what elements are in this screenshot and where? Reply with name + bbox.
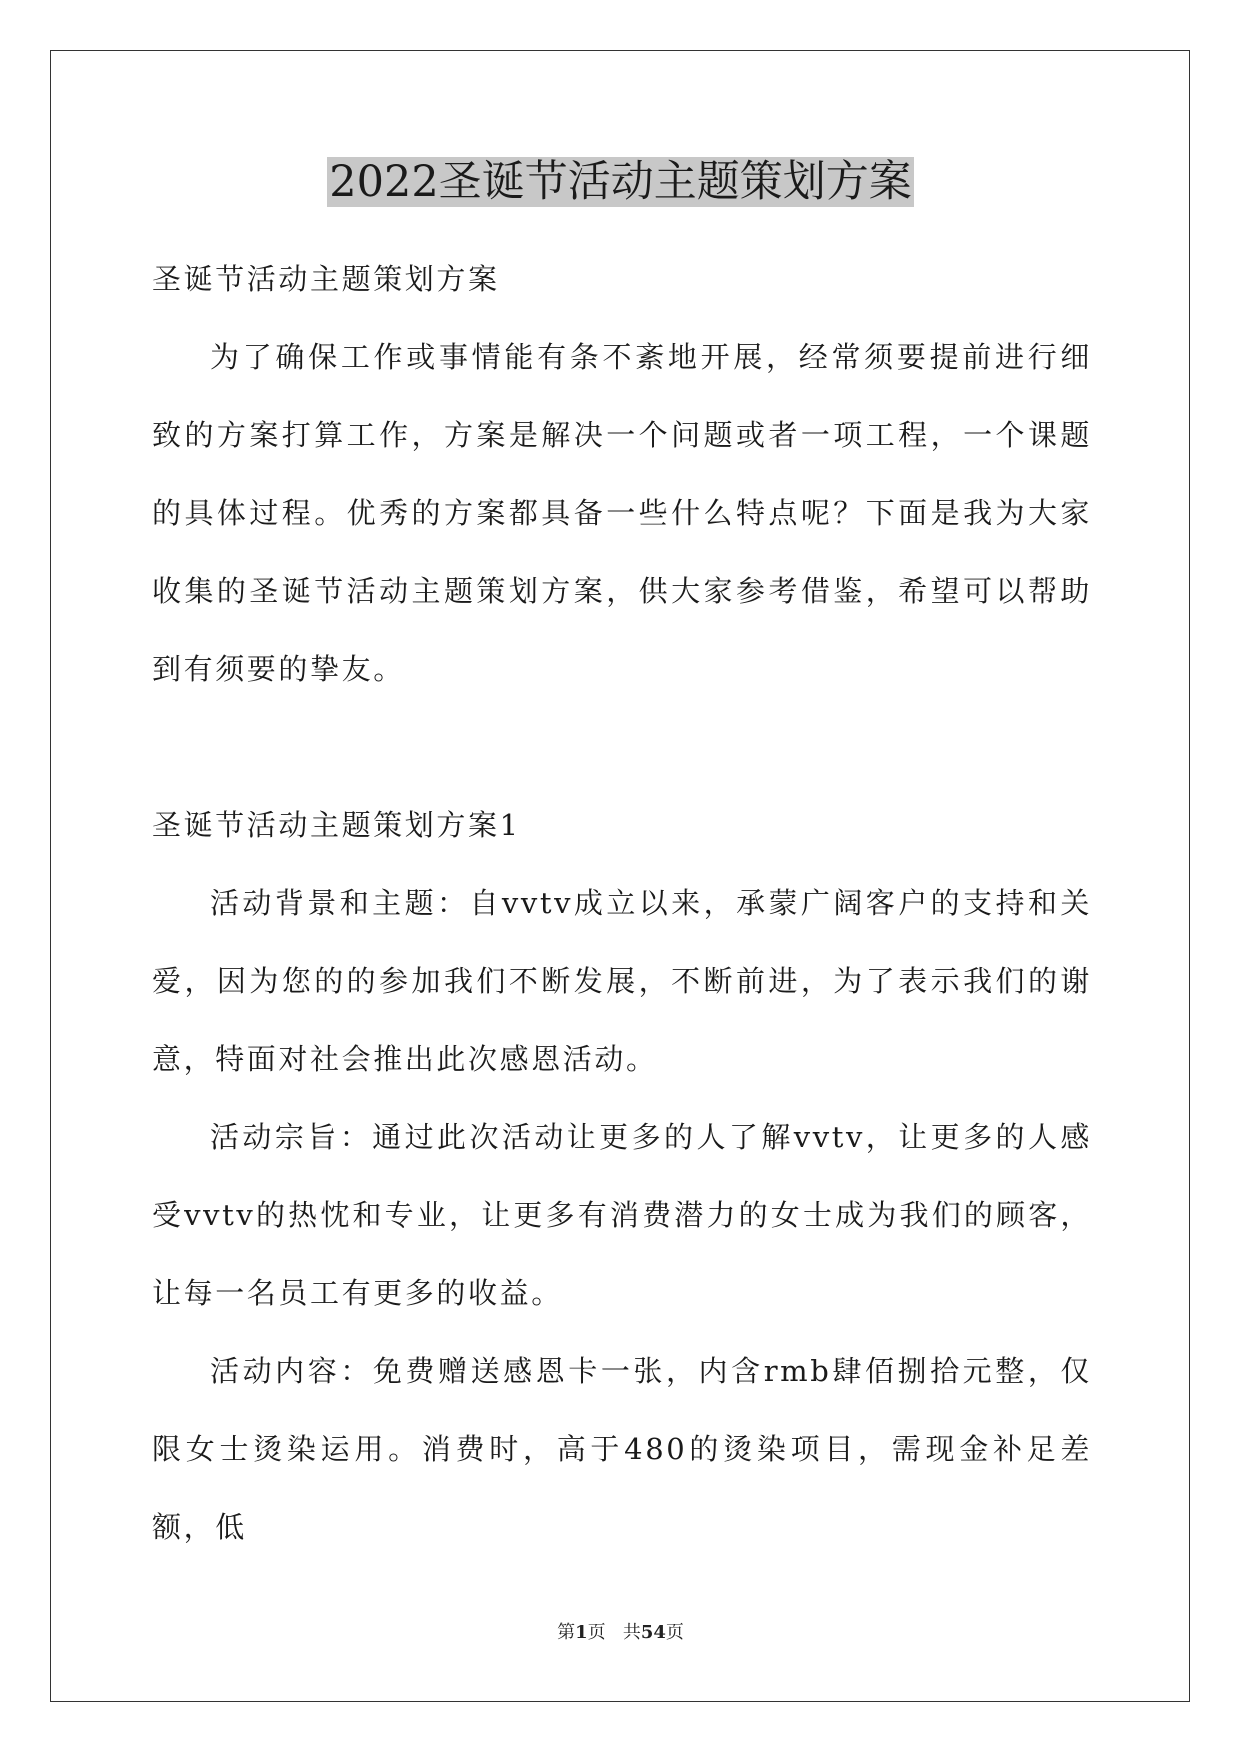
current-page-number: 1 (575, 1622, 588, 1643)
intro-paragraph: 为了确保工作或事情能有条不紊地开展，经常须要提前进行细致的方案打算工作，方案是解决一个问题或者一项工程，一个课题的具体过程。优秀的方案都具备一些什么特点呢？下面是我为大家收集的圣诞节活动主题策划方案，供大家参考借鉴，希望可以帮助到有须要的挚友。 (152, 340, 1092, 686)
document-body (152, 240, 1092, 1566)
page-footer (0, 1618, 1241, 1644)
body-paragraph: 活动宗旨：通过此次活动让更多的人了解vvtv，让更多的人感受vvtv的热忱和专业，让更多有消费潜力的女士成为我们的顾客，让每一名员工有更多的收益。 (152, 1120, 1092, 1310)
total-page-count: 54 (640, 1622, 666, 1643)
footer-page-suffix: 页 (587, 1622, 606, 1643)
document-title-text: 2022圣诞节活动主题策划方案 (329, 157, 912, 207)
document-title (0, 152, 1241, 212)
body-paragraph: 活动背景和主题：自vvtv成立以来，承蒙广阔客户的支持和关爱，因为您的的参加我们不断发展，不断前进，为了表示我们的谢意，特面对社会推出此次感恩活动。 (152, 886, 1092, 1076)
section-heading: 圣诞节活动主题策划方案1 (152, 808, 521, 842)
section-heading: 圣诞节活动主题策划方案 (152, 262, 500, 296)
footer-total-prefix: 共 (622, 1622, 641, 1643)
footer-prefix: 第 (557, 1622, 576, 1643)
body-paragraph: 活动内容：免费赠送感恩卡一张，内含rmb肆佰捌拾元整，仅限女士烫染运用。消费时，高于480的烫染项目，需现金补足差额，低 (152, 1354, 1092, 1544)
footer-total-suffix: 页 (665, 1622, 684, 1643)
